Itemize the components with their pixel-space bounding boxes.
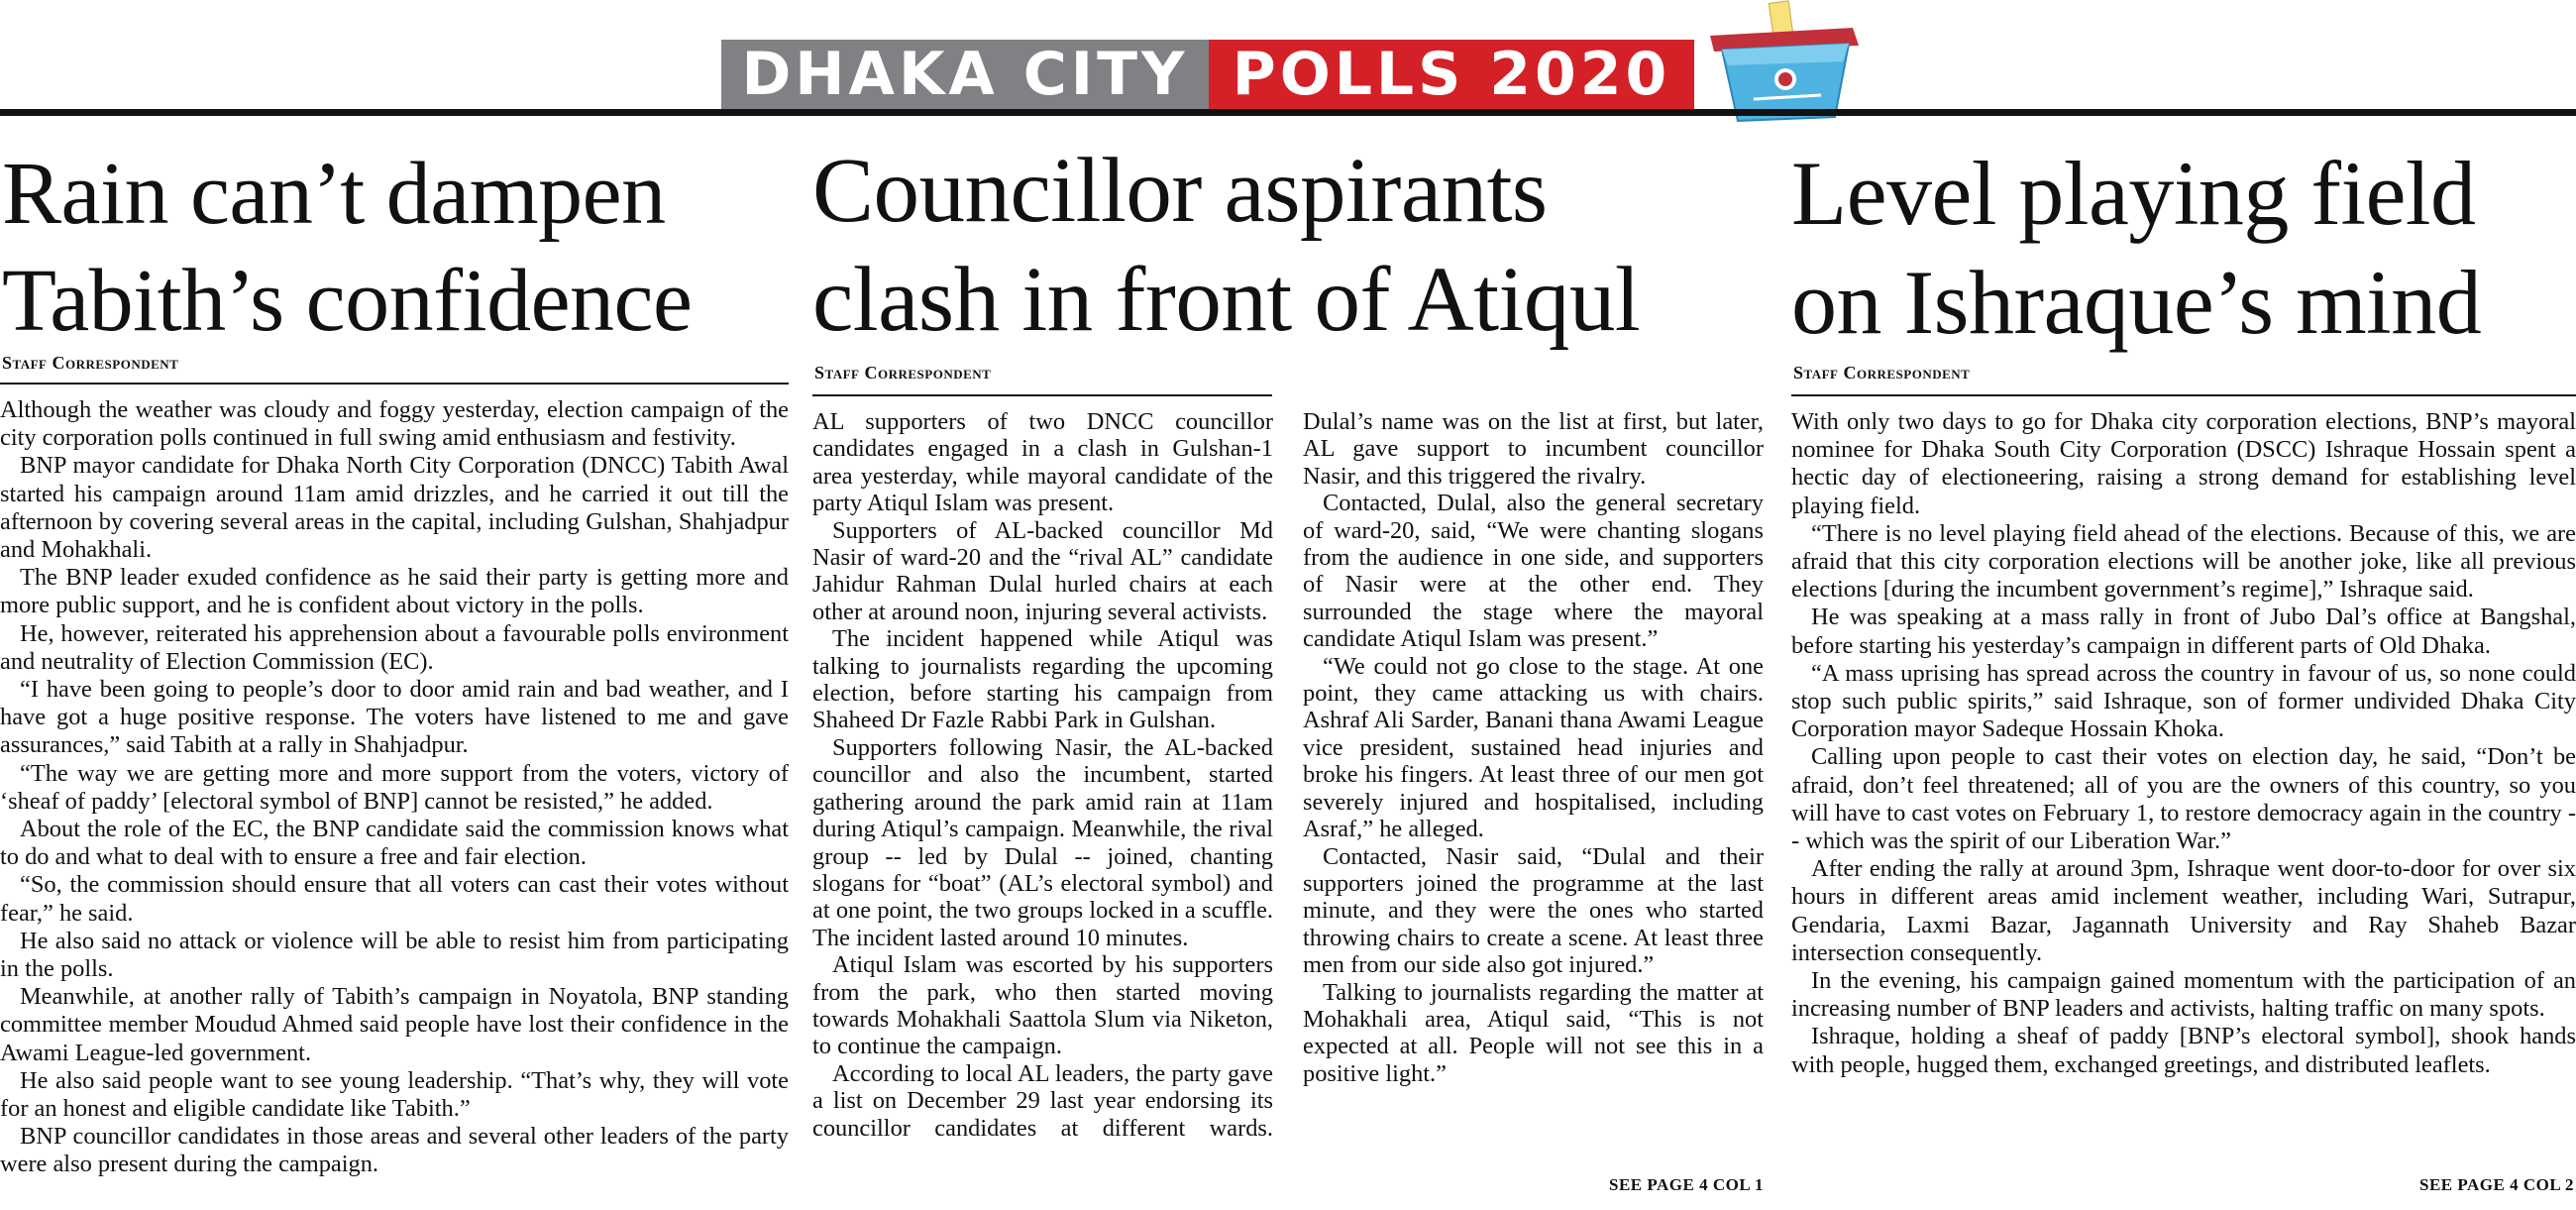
paragraph: In the evening, his campaign gained momentum with the participation of an increasing number of BNP leaders and activists, halting traffic on many spots. [1791,967,2576,1023]
paragraph: “The way we are getting more and more support from the voters, victory of ‘sheaf of paddy’ [electoral symbol of BNP] cannot be resisted,” he added. [0,759,789,815]
continuation-note: SEE PAGE 4 COL 1 [1609,1175,1764,1194]
paragraph: BNP mayor candidate for Dhaka North City Corporation (DNCC) Tabith Awal started his campaign around 11am amid drizzles, and he carried it out till the afternoon by covering several areas in the capital, including Gulshan, Shahjadpur and Mohakhali. [0,452,789,564]
paragraph: The BNP leader exuded confidence as he said their party is getting more and more public support, and he is confident about victory in the polls. [0,564,789,619]
paragraph: Although the weather was cloudy and foggy yesterday, election campaign of the city corporation polls continued in full swing amid enthusiasm and festivity. [0,396,789,452]
byline-ishraque: Staff Correspondent [1793,363,1971,383]
paragraph: Contacted, Nasir said, “Dulal and their supporters joined the programme at the last minute, and they were the ones who started throwing chairs to create a scene. At least three men from our side also got injured.” [1303,842,1764,979]
paragraph: The incident happened while Atiqul was talking to journalists regarding the upcoming election, before starting his campaign from Shaheed Dr Fazle Rabbi Park in Gulshan. [812,625,1273,734]
paragraph: AL supporters of two DNCC councillor candidates engaged in a clash in Gulshan-1 area yesterday, while mayoral candidate of the party Atiqul Islam was present. [812,408,1273,517]
paragraph: Meanwhile, at another rally of Tabith’s campaign in Noyatola, BNP standing committee member Moudud Ahmed said people have lost their confidence in the Awami League-led government. [0,983,789,1066]
story-body-ishraque [1791,408,2576,1079]
banner-dhaka-city: DHAKA CITY [721,40,1209,109]
headline-line: Tabith’s confidence [2,252,693,350]
headline-line: on Ishraque’s mind [1791,252,2482,353]
paragraph: Atiqul Islam was escorted by his supporters from the park, who then started moving towards Mohakhali Saattola Slum via Niketon, to continue the campaign. [812,951,1273,1060]
headline-line: clash in front of Atiqul [812,249,1641,351]
paragraph: “We could not go close to the stage. At one point, they came attacking us with chairs. Ashraf Ali Sarder, Banani thana Awami League vice president, sustained head injuries and broke his fingers. At least three of our men got severely injured and hospitalised, including Asraf,” he alleged. [1303,652,1764,843]
paragraph: BNP councillor candidates in those areas and several other leaders of the party were also present during the campaign. [0,1123,789,1178]
paragraph: “So, the commission should ensure that all voters can cast their votes without fear,” he said. [0,871,789,927]
paragraph: Calling upon people to cast their votes on election day, he said, “Don’t be afraid, don’t feel threatened; all of you are the owners of this country, so you will have to cast votes on February 1, to restore democracy again in the country -- which was the spirit of our Liberation War.” [1791,743,2576,855]
paragraph: Contacted, Dulal, also the general secretary of ward-20, said, “We were chanting slogans from the audience in one side, and supporters of Nasir were at the other end. They surrounded the stage where the mayoral candidate Atiqul Islam was present.” [1303,490,1764,653]
paragraph: He also said no attack or violence will be able to resist him from participating in the polls. [0,927,789,983]
paragraph: Ishraque, holding a sheaf of paddy [BNP’s electoral symbol], shook hands with people, hugged them, exchanged greetings, and distributed leaflets. [1791,1023,2576,1078]
paragraph: Talking to journalists regarding the matter at Mohakhali area, Atiqul said, “This is not expected at all. People will not see this in a positive light.” [1303,978,1764,1087]
paragraph: “A mass uprising has spread across the country in favour of us, so none could stop such public spirits,” said Ishraque, son of former undivided Dhaka City Corporation mayor Sadeque Hossain Khoka. [1791,659,2576,743]
headline-line: Rain can’t dampen [2,145,666,243]
headline-line: Level playing field [1791,143,2476,244]
paragraph: “There is no level playing field ahead of the elections. Because of this, we are afraid that this city corporation elections will be another joke, like all previous elections [during the incumbent government’s regime],” Ishraque said. [1791,519,2576,604]
paragraph: According to local AL leaders, the party gave a list on December 29 last year endorsing its councillor candidates at different wards. Dulal’s name was on the list at first, but later, AL gave support to incumbent councillor Nasir, and this triggered the rivalry. [812,408,1764,1142]
banner-polls-2020: POLLS 2020 [1209,40,1694,109]
paragraph: With only two days to go for Dhaka city corporation elections, BNP’s mayoral nominee for Dhaka South City Corporation (DSCC) Ishraque Hossain spent a hectic day of electioneering, raising a strong demand for establishing level playing field. [1791,408,2576,519]
byline-atiqul: Staff Correspondent [814,363,992,383]
headline-ishraque [1791,139,2481,357]
paragraph: About the role of the EC, the BNP candidate said the commission knows what to do and what to deal with to ensure a free and fair election. [0,816,789,871]
paragraph: After ending the rally at around 3pm, Ishraque went door-to-door for over six hours in different areas amid inclement weather, including Wari, Sutrapur, Gendaria, Laxmi Bazar, Jagannath University and Ray Shaheb Bazar intersection consequently. [1791,855,2576,966]
paragraph: Supporters following Nasir, the AL-backed councillor and also the incumbent, started gathering around the park amid rain at 11am during Atiqul’s campaign. Meanwhile, the rival group -- led by Dulal -- joined, chanting slogans for “boat” (AL’s electoral symbol) and at one point, the two groups locked in a scuffle. The incident lasted around 10 minutes. [812,733,1273,951]
headline-line: Councillor aspirants [812,140,1548,242]
paragraph: “I have been going to people’s door to door amid rain and bad weather, and I have got a huge positive response. The voters have listened to me and gave assurances,” said Tabith at a rally in Shahjadpur. [0,676,789,759]
byline-divider [1791,394,2576,396]
paragraph: Supporters of AL-backed councillor Md Nasir of ward-20 and the “rival AL” candidate Jahidur Rahman Dulal hurled chairs at each other at around noon, injuring several activists. [812,516,1273,625]
paragraph: He was speaking at a mass rally in front of Jubo Dal’s office at Bangshal, before starting his yesterday’s campaign in different parts of Old Dhaka. [1791,604,2576,659]
byline-tabith: Staff Correspondent [2,353,179,373]
paragraph: He also said people want to see young leadership. “That’s why, they will vote for an honest and eligible candidate like Tabith.” [0,1066,789,1123]
continuation-note: SEE PAGE 4 COL 2 [2419,1175,2574,1194]
paragraph: He, however, reiterated his apprehension about a favourable polls environment and neutrality of Election Commission (EC). [0,619,789,675]
